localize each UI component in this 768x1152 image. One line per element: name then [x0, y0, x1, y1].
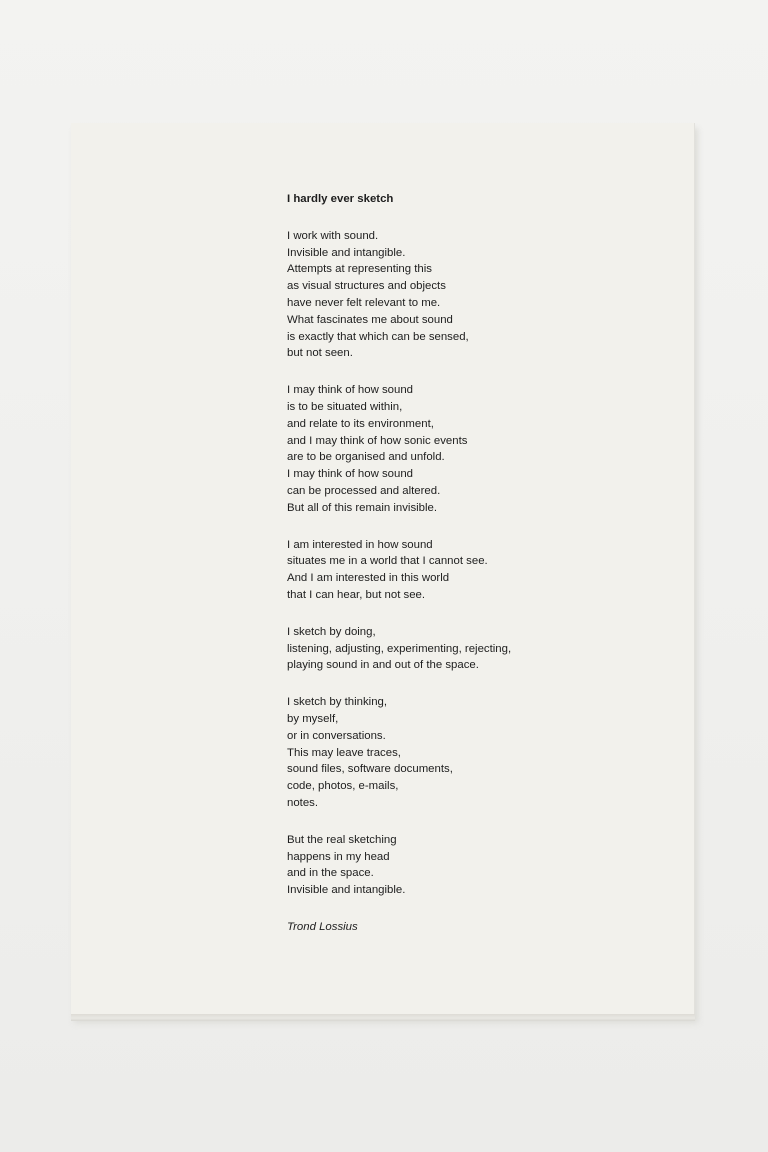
poem-line: have never felt relevant to me.	[287, 296, 441, 309]
poem-line: and in the space.	[287, 867, 374, 880]
poem-line: I sketch by doing,	[287, 625, 376, 638]
poem-line: But all of this remain invisible.	[287, 501, 438, 514]
poem-line: I work with sound.	[287, 229, 379, 242]
poem-line: I am interested in how sound	[287, 538, 433, 551]
poem-line: as visual structures and objects	[287, 280, 446, 293]
poem-line: and I may think of how sonic events	[287, 434, 468, 447]
poem-line: is to be situated within,	[287, 400, 403, 413]
poem-title: I hardly ever sketch	[287, 193, 394, 205]
poem-line: sound files, software documents,	[287, 763, 453, 776]
poem-line: but not seen.	[287, 347, 353, 360]
poem-line: I may think of how sound	[287, 384, 413, 397]
stanza-1	[287, 228, 617, 362]
poem-line: happens in my head	[287, 850, 390, 863]
stanza-6	[287, 832, 617, 899]
poem-line: by myself,	[287, 712, 339, 725]
stanza-5	[287, 694, 617, 812]
poem-author: Trond Lossius	[287, 920, 358, 933]
poem	[287, 191, 617, 936]
stanza-4	[287, 624, 617, 674]
poem-line: This may leave traces,	[287, 746, 401, 759]
stanza-2	[287, 382, 617, 516]
poem-line: Invisible and intangible.	[287, 884, 406, 897]
poem-line: What fascinates me about sound	[287, 313, 453, 326]
poem-line: notes.	[287, 796, 319, 809]
poem-line: code, photos, e-mails,	[287, 780, 399, 793]
poem-line: can be processed and altered.	[287, 484, 441, 497]
poem-line: playing sound in and out of the space.	[287, 659, 479, 672]
poem-line: I may think of how sound	[287, 468, 413, 481]
poem-line: is exactly that which can be sensed,	[287, 330, 469, 343]
poem-line: But the real sketching	[287, 833, 397, 846]
poem-line: are to be organised and unfold.	[287, 451, 445, 464]
poem-line: Attempts at representing this	[287, 263, 432, 276]
poem-line: I sketch by thinking,	[287, 696, 388, 709]
poem-line: And I am interested in this world	[287, 572, 450, 585]
poem-line: listening, adjusting, experimenting, rejecting,	[287, 642, 512, 655]
panel-edge	[71, 1014, 695, 1021]
stanza-3	[287, 537, 617, 604]
poem-line: that I can hear, but not see.	[287, 588, 426, 601]
poem-line: situates me in a world that I cannot see.	[287, 555, 488, 568]
poem-line: or in conversations.	[287, 729, 386, 742]
poem-line: and relate to its environment,	[287, 417, 434, 430]
poem-line: Invisible and intangible.	[287, 246, 406, 259]
